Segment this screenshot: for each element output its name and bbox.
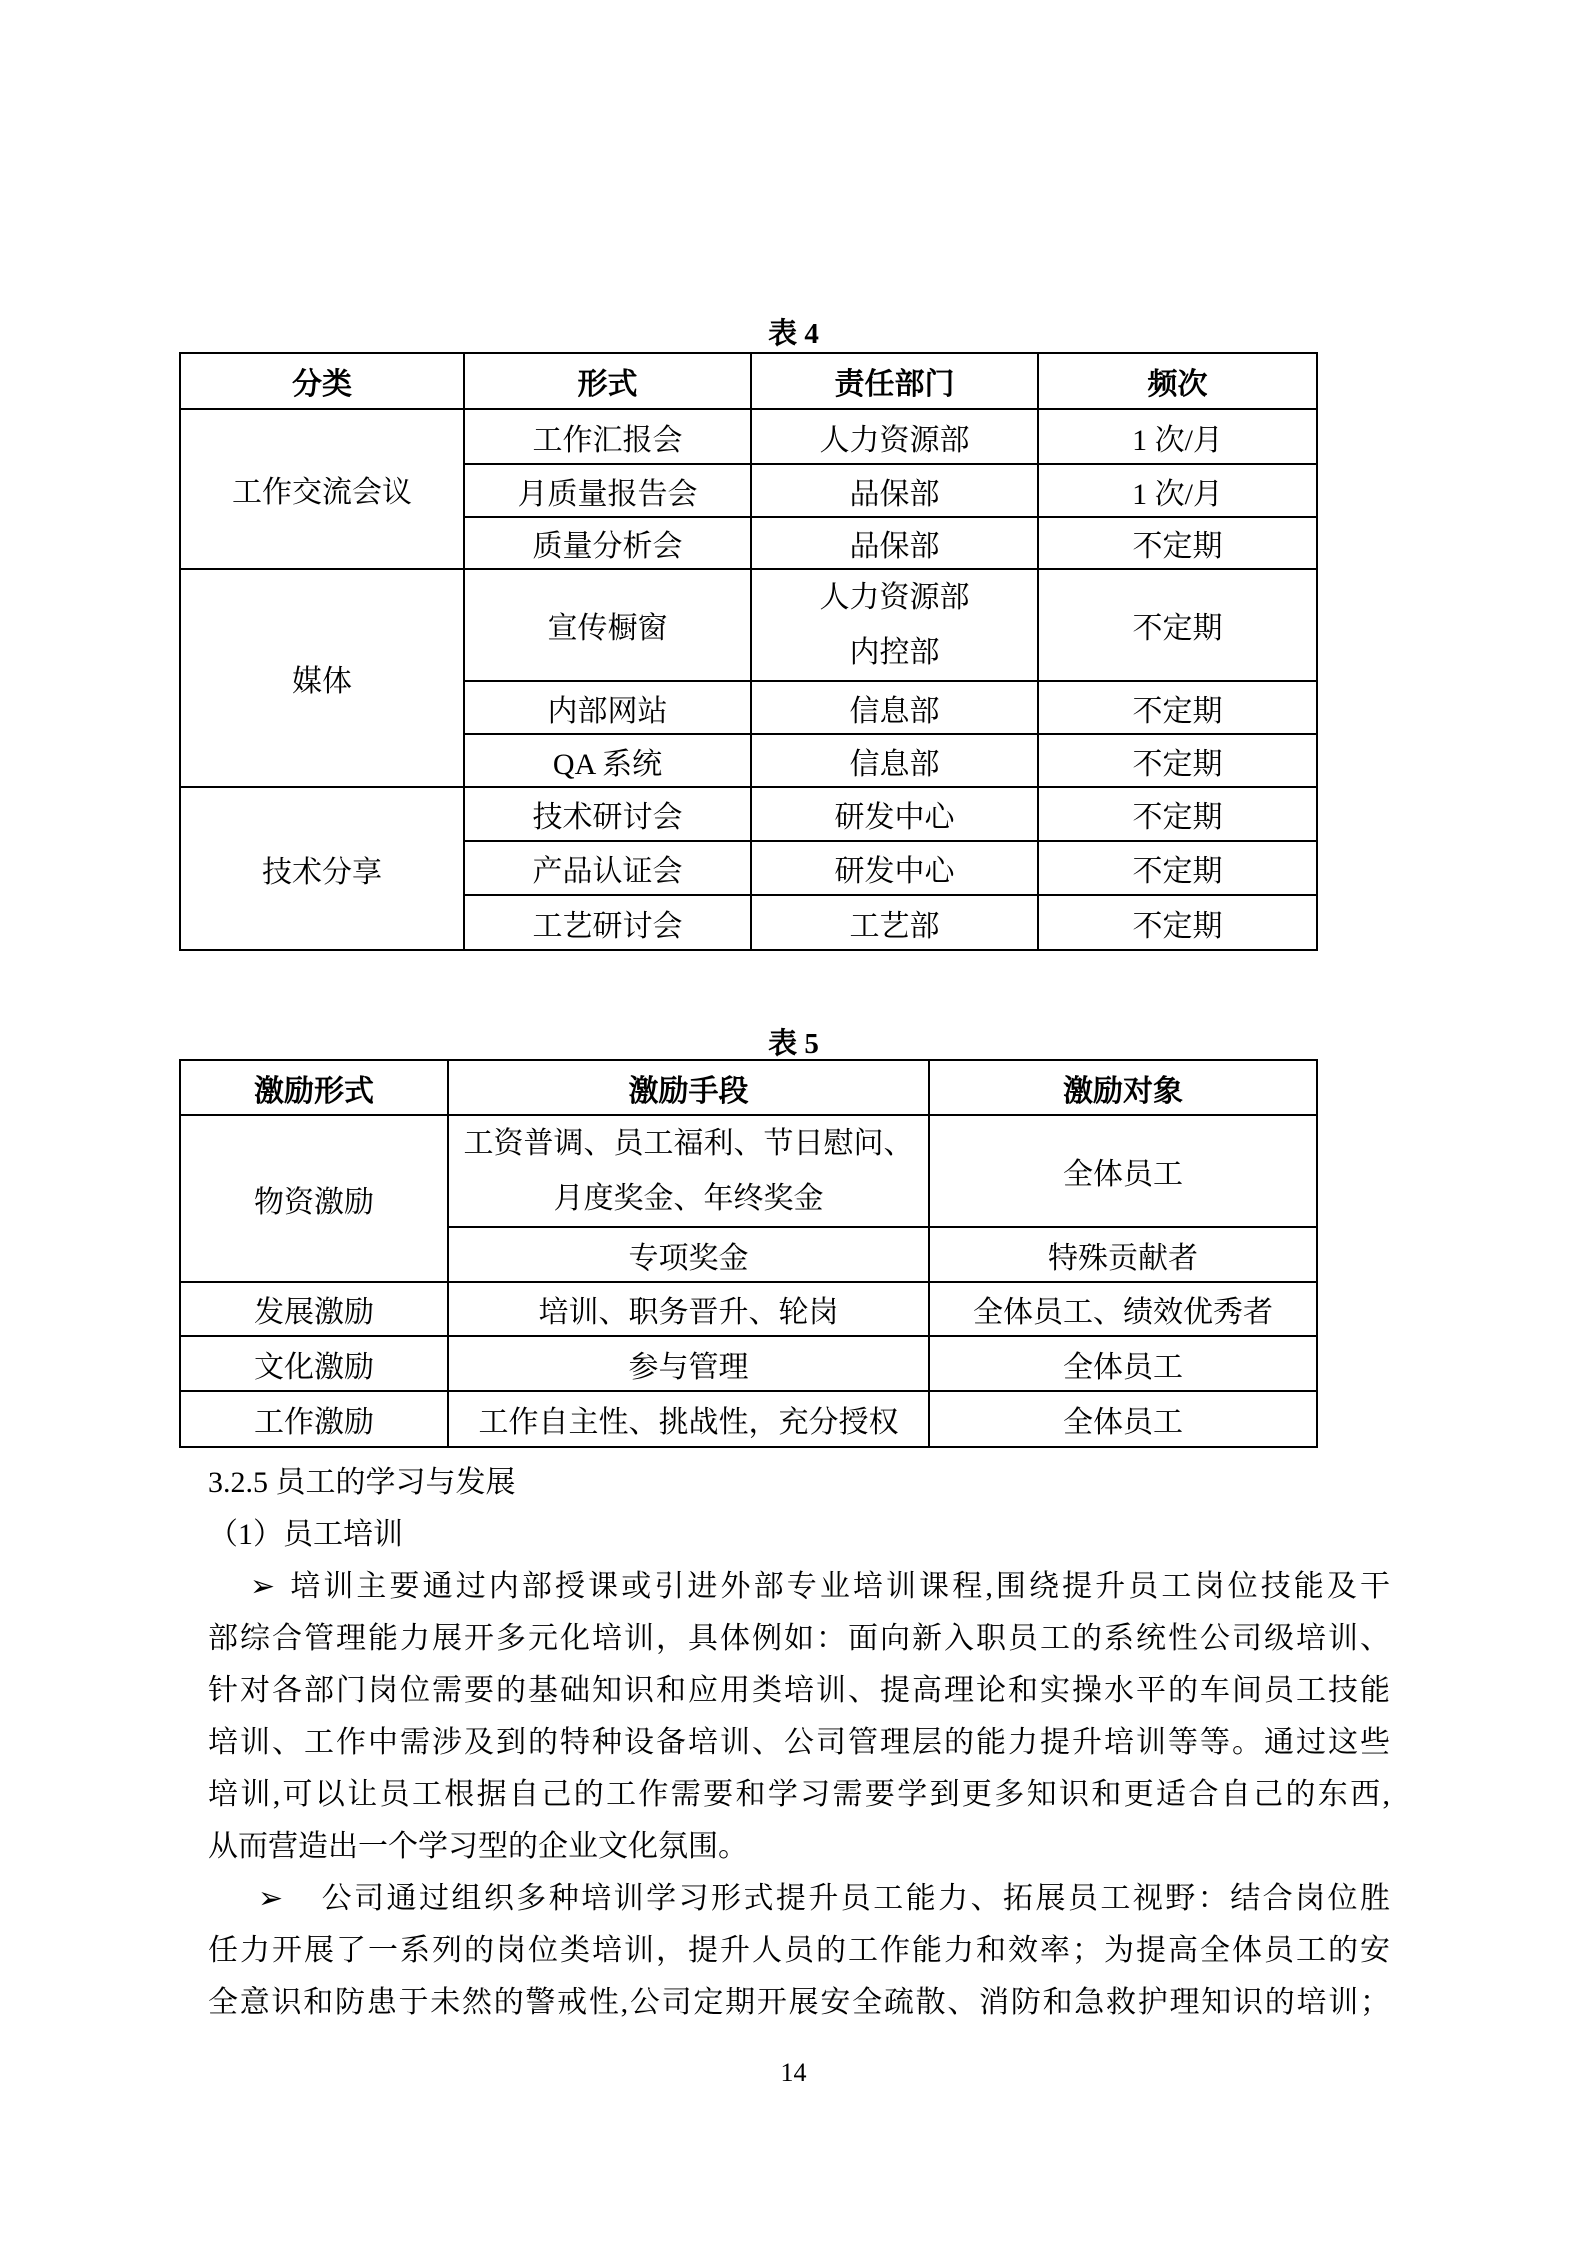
t5-header-target: 激励对象 xyxy=(929,1060,1317,1115)
table-row xyxy=(180,1391,1317,1447)
t4-form-cell: 宣传橱窗 xyxy=(464,569,751,681)
t5-means-cell: 参与管理 xyxy=(448,1336,929,1391)
text-line xyxy=(208,1561,1390,1613)
paragraph-training xyxy=(208,1561,1390,1873)
t4-header-dept: 责任部门 xyxy=(751,353,1038,409)
t4-form-cell: 内部网站 xyxy=(464,681,751,734)
table-row xyxy=(180,1336,1317,1391)
t4-category-cell: 媒体 xyxy=(180,569,464,787)
t4-dept-cell: 信息部 xyxy=(751,734,1038,787)
table-row xyxy=(180,409,1317,464)
t4-freq-cell: 不定期 xyxy=(1038,841,1317,895)
t4-form-cell: 工作汇报会 xyxy=(464,409,751,464)
t4-header-category: 分类 xyxy=(180,353,464,409)
t4-freq-cell: 1 次/月 xyxy=(1038,464,1317,517)
t5-header-means: 激励手段 xyxy=(448,1060,929,1115)
t4-form-cell: 质量分析会 xyxy=(464,517,751,569)
t5-means-cell: 培训、职务晋升、轮岗 xyxy=(448,1282,929,1336)
table-row xyxy=(180,1282,1317,1336)
t5-form-cell: 工作激励 xyxy=(180,1391,448,1447)
t5-target-cell: 特殊贡献者 xyxy=(929,1227,1317,1282)
t4-form-cell: 产品认证会 xyxy=(464,841,751,895)
t4-dept-cell: 品保部 xyxy=(751,464,1038,517)
arrow-bullet-icon: ➢ xyxy=(250,1570,276,1603)
t4-dept-cell: 研发中心 xyxy=(751,841,1038,895)
paragraph-learning-forms xyxy=(208,1873,1390,2029)
t5-target-cell: 全体员工 xyxy=(929,1115,1317,1227)
text-line: 任力开展了一系列的岗位类培训，提升人员的工作能力和效率；为提高全体员工的安 xyxy=(208,1934,1390,1967)
t5-target-cell: 全体员工 xyxy=(929,1336,1317,1391)
text-line: 全意识和防患于未然的警戒性,公司定期开展安全疏散、消防和急救护理知识的培训； xyxy=(208,1986,1390,2019)
t4-dept-cell: 工艺部 xyxy=(751,895,1038,950)
means-line: 工资普调、员工福利、节日慰问、 xyxy=(463,1127,914,1160)
table-row xyxy=(180,1115,1317,1227)
t4-header-freq: 频次 xyxy=(1038,353,1317,409)
table4 xyxy=(179,352,1318,951)
sub-heading: （1）员工培训 xyxy=(208,1518,403,1551)
text-line xyxy=(208,1873,1390,1925)
body-text xyxy=(208,1457,1390,2029)
t5-means-cell xyxy=(448,1115,929,1227)
arrow-bullet-icon: ➢ xyxy=(258,1882,284,1915)
t4-dept-cell: 研发中心 xyxy=(751,787,1038,841)
dept-line: 人力资源部 xyxy=(819,581,970,614)
text-line: 培训,可以让员工根据自己的工作需要和学习需要学到更多知识和更适合自己的东西, xyxy=(208,1778,1390,1811)
t4-freq-cell: 1 次/月 xyxy=(1038,409,1317,464)
table5-caption: 表 5 xyxy=(768,1028,819,1060)
t4-header-form: 形式 xyxy=(464,353,751,409)
dept-line: 内控部 xyxy=(849,636,940,669)
t4-dept-cell: 人力资源部 xyxy=(751,409,1038,464)
means-line: 月度奖金、年终奖金 xyxy=(553,1182,824,1215)
t4-category-cell: 技术分享 xyxy=(180,787,464,950)
table5 xyxy=(179,1059,1318,1448)
table4-caption: 表 4 xyxy=(768,318,819,350)
t4-freq-cell: 不定期 xyxy=(1038,681,1317,734)
t4-dept-cell: 信息部 xyxy=(751,681,1038,734)
table-row xyxy=(180,569,1317,681)
text-line: 部综合管理能力展开多元化培训，具体例如：面向新入职员工的系统性公司级培训、 xyxy=(208,1622,1390,1655)
t4-dept-cell: 品保部 xyxy=(751,517,1038,569)
text-line: 针对各部门岗位需要的基础知识和应用类培训、提高理论和实操水平的车间员工技能 xyxy=(208,1674,1390,1707)
table4-header-row xyxy=(180,353,1317,409)
table-row xyxy=(180,787,1317,841)
table5-header-row xyxy=(180,1060,1317,1115)
t4-form-cell: QA 系统 xyxy=(464,734,751,787)
t4-freq-cell: 不定期 xyxy=(1038,569,1317,681)
t5-means-cell: 专项奖金 xyxy=(448,1227,929,1282)
section-heading: 3.2.5 员工的学习与发展 xyxy=(208,1466,516,1499)
text-line: 从而营造出一个学习型的企业文化氛围。 xyxy=(208,1830,748,1863)
t4-form-cell: 技术研讨会 xyxy=(464,787,751,841)
t5-form-cell: 物资激励 xyxy=(180,1115,448,1282)
t4-dept-cell xyxy=(751,569,1038,681)
t5-form-cell: 文化激励 xyxy=(180,1336,448,1391)
t4-freq-cell: 不定期 xyxy=(1038,517,1317,569)
t4-freq-cell: 不定期 xyxy=(1038,734,1317,787)
t5-target-cell: 全体员工、绩效优秀者 xyxy=(929,1282,1317,1336)
t4-freq-cell: 不定期 xyxy=(1038,895,1317,950)
t4-form-cell: 月质量报告会 xyxy=(464,464,751,517)
t4-form-cell: 工艺研讨会 xyxy=(464,895,751,950)
t5-header-form: 激励形式 xyxy=(180,1060,448,1115)
text-line: 培训、工作中需涉及到的特种设备培训、公司管理层的能力提升培训等等。通过这些 xyxy=(208,1726,1390,1759)
t5-means-cell: 工作自主性、挑战性，充分授权 xyxy=(448,1391,929,1447)
t5-form-cell: 发展激励 xyxy=(180,1282,448,1336)
line-text: 培训主要通过内部授课或引进外部专业培训课程,围绕提升员工岗位技能及干 xyxy=(287,1570,1390,1603)
t4-freq-cell: 不定期 xyxy=(1038,787,1317,841)
page-number: 14 xyxy=(780,2058,807,2087)
t5-target-cell: 全体员工 xyxy=(929,1391,1317,1447)
t4-category-cell: 工作交流会议 xyxy=(180,409,464,569)
line-text: 公司通过组织多种培训学习形式提升员工能力、拓展员工视野：结合岗位胜 xyxy=(319,1882,1390,1915)
